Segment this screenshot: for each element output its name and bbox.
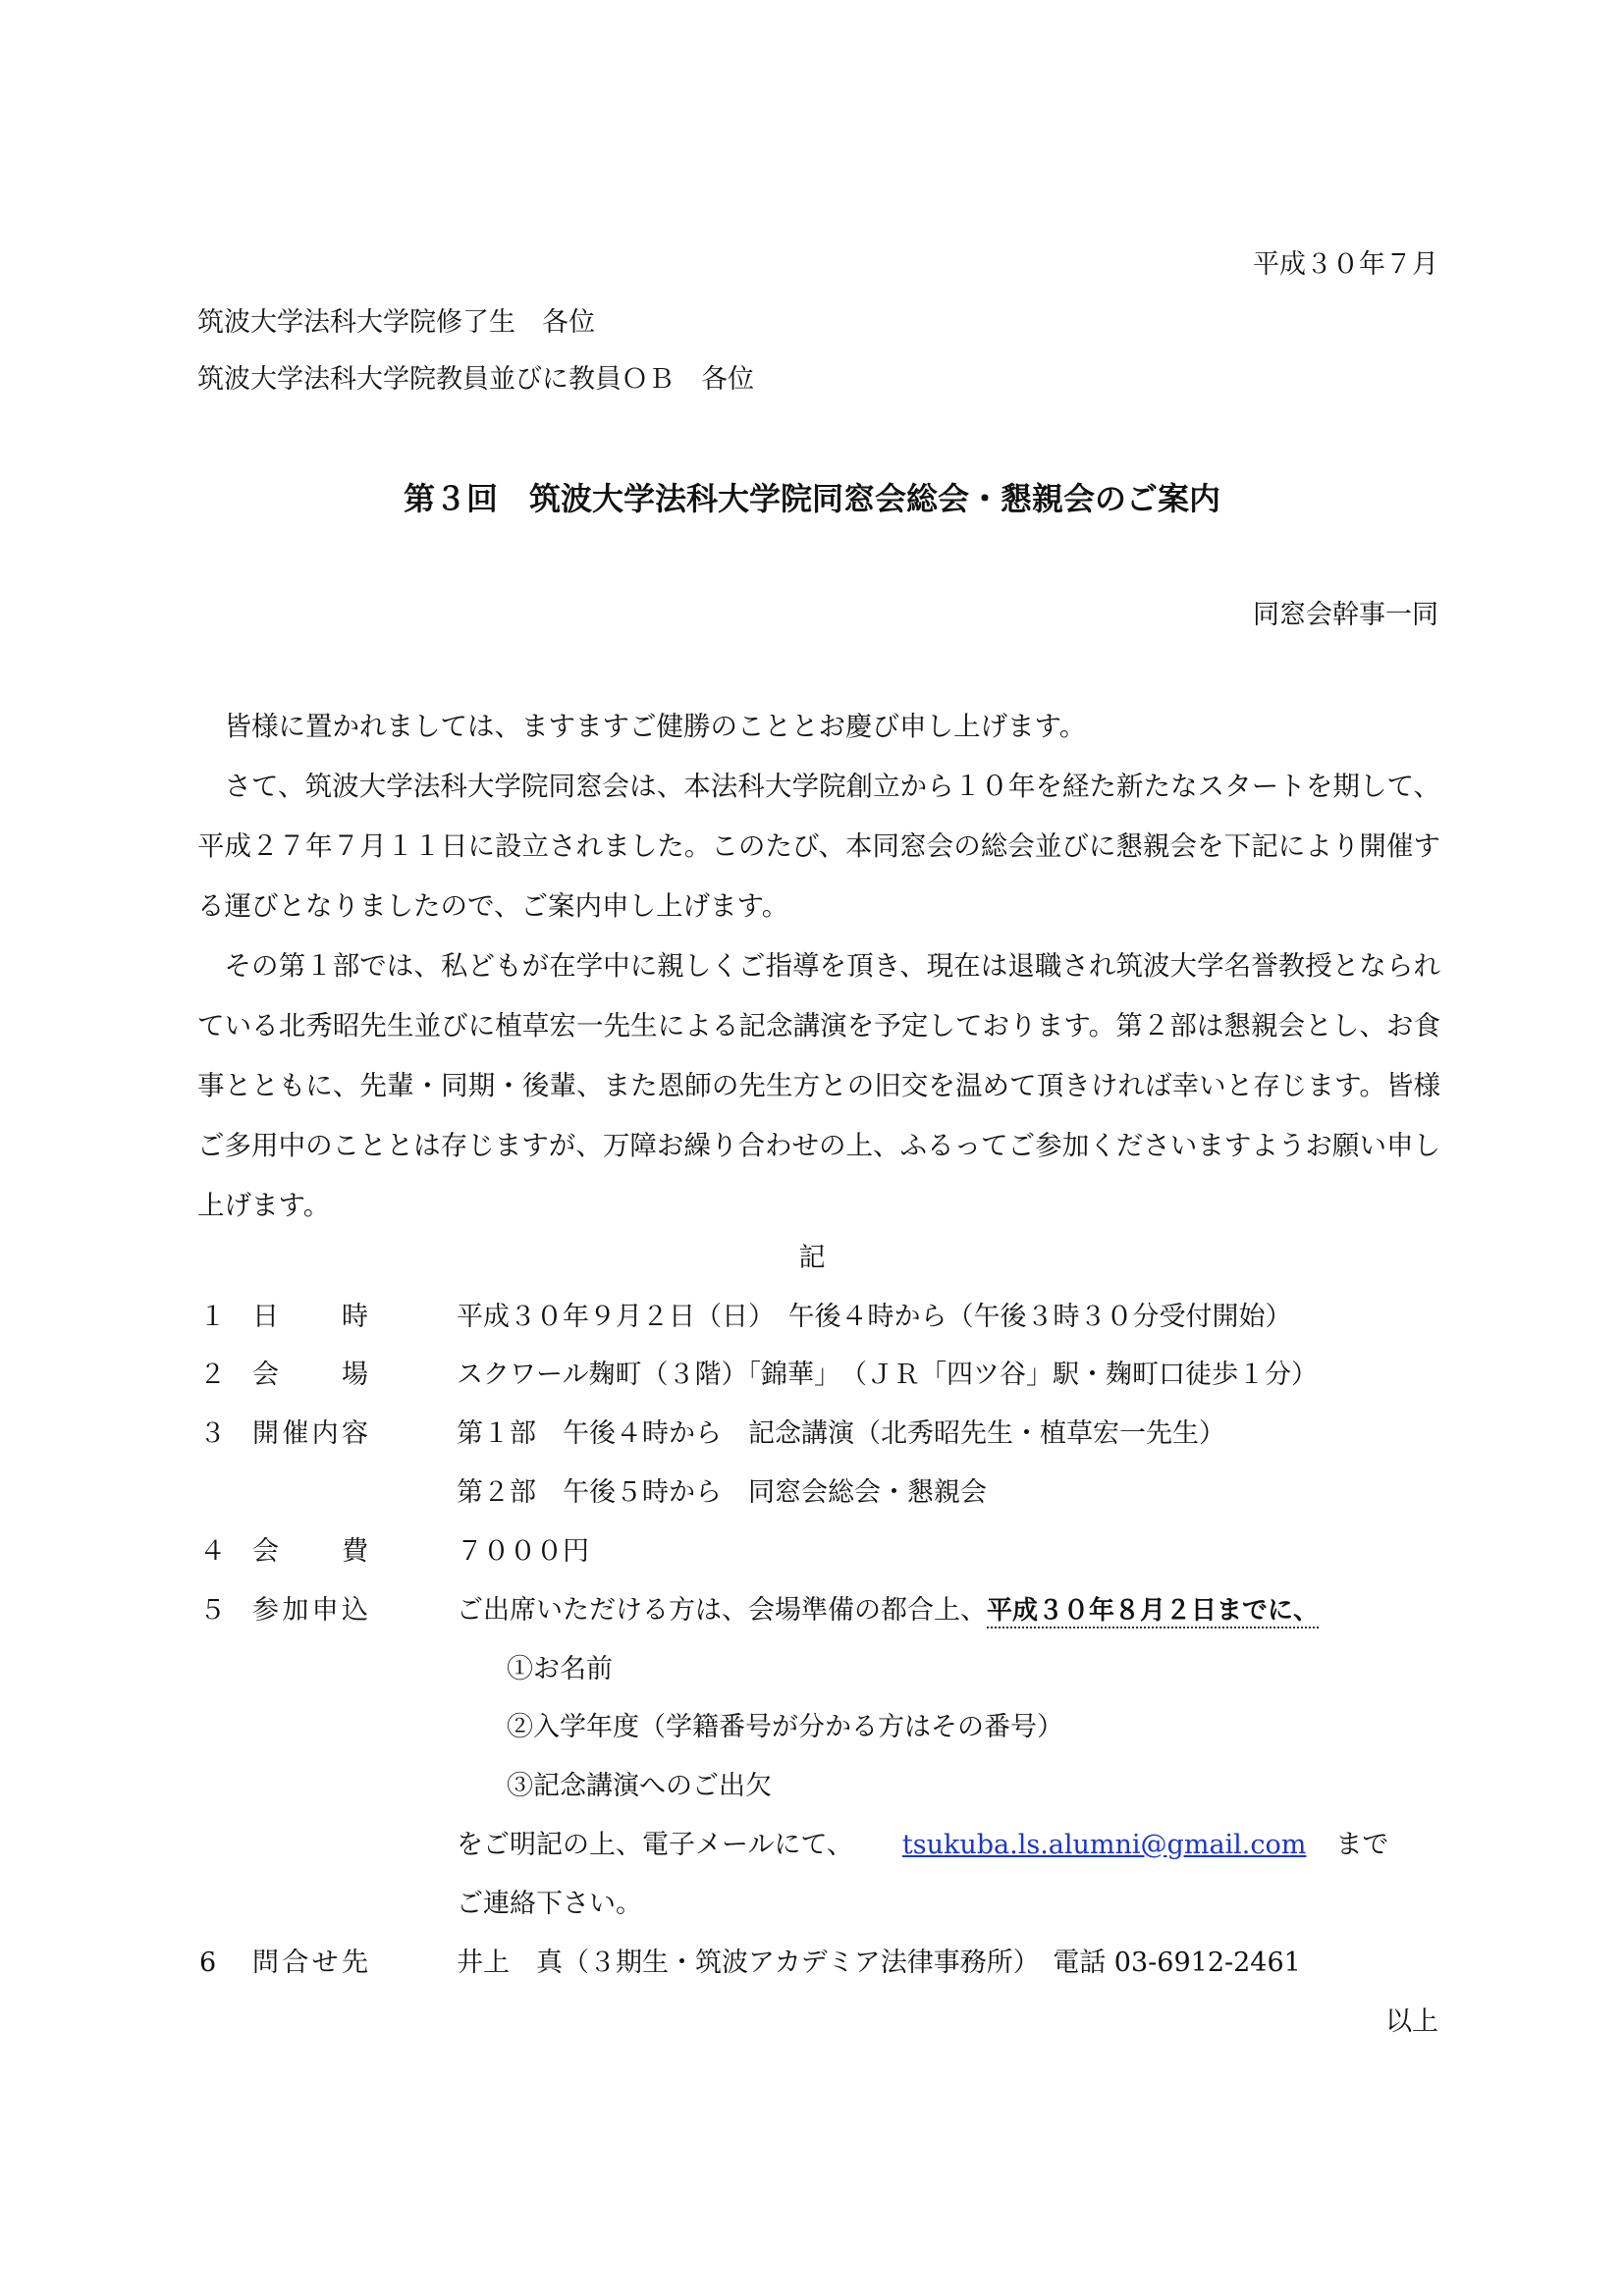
paragraph-background: さて、筑波大学法科大学院同窓会は、本法科大学院創立から１０年を経た新たなスタートを期して、平成２７年７月１１日に設立されました。このたび、本同窓会の総会並びに懇親会を下記により開催する運びとなりましたので、ご案内申し上げます。 (197, 771, 1440, 922)
item-3-number: ３ (199, 1418, 226, 1449)
item-5-mail-line (457, 1828, 1388, 1863)
item-4-number: ４ (199, 1536, 226, 1567)
item-3-value-part2: 第２部 午後５時から 同窓会総会・懇親会 (457, 1477, 987, 1508)
item-5-sub-name: ①お名前 (507, 1654, 613, 1684)
item-2-number: ２ (199, 1360, 226, 1390)
mail-before-text: をご明記の上、電子メールにて、 (457, 1830, 853, 1860)
item-2-label: 会 場 (252, 1360, 368, 1390)
item-4-value: ７０００円 (457, 1536, 589, 1567)
item-3-label: 開催内容 (252, 1418, 368, 1449)
item-5-intro (457, 1593, 1319, 1629)
item-5-label: 参加申込 (252, 1595, 368, 1626)
item-5-sub-year: ②入学年度（学籍番号が分かる方はその番号） (507, 1712, 1063, 1742)
item-5-intro-text: ご出席いただける方は、会場準備の都合上、 (457, 1595, 987, 1626)
mail-after-text: まで (1335, 1830, 1389, 1860)
item-1-label: 日 時 (252, 1302, 368, 1332)
addressee-graduates: 筑波大学法科大学院修了生 各位 (197, 307, 595, 338)
item-6-label: 問合せ先 (252, 1948, 368, 1978)
item-6-value: 井上 真（３期生・筑波アカデミア法律事務所） 電話 03-6912-2461 (457, 1948, 1301, 1978)
paragraph-program: その第１部では、私どもが在学中に親しくご指導を頂き、現在は退職され筑波大学名誉教授となられている北秀昭先生並びに植草宏一先生による記念講演を予定しております。第２部は懇親会とし、お食事とともに、先輩・同期・後輩、また恩師の先生方との旧交を温めて頂きければ幸いと存じます。皆様ご多用中のこととは存じますが、万障お繰り合わせの上、ふるってご参加くださいますようお願い申し上げます。 (197, 950, 1440, 1221)
item-5-sub-attendance: ③記念講演へのご出欠 (507, 1771, 772, 1801)
document-date: 平成３０年７月 (1253, 249, 1438, 280)
item-3-value-part1: 第１部 午後４時から 記念講演（北秀昭先生・植草宏一先生） (457, 1418, 1225, 1449)
item-1-value: 平成３０年９月２日（日） 午後４時から（午後３時３０分受付開始） (457, 1302, 1292, 1332)
body-text (197, 697, 1440, 1236)
paragraph-greeting: 皆様に置かれましては、ますますご健勝のこととお慶び申し上げます。 (224, 711, 1087, 742)
item-5-number: ５ (199, 1595, 226, 1626)
item-6-number: 6 (199, 1948, 217, 1978)
item-2-value: スクワール麹町（３階）「錦華」 （ＪＲ「四ツ谷」駅・麹町口徒歩１分） (457, 1360, 1318, 1390)
deadline-text: 平成３０年８月２日までに、 (987, 1596, 1319, 1629)
sender: 同窓会幹事一同 (1253, 600, 1438, 630)
item-1-number: １ (199, 1302, 226, 1332)
item-5-closing: ご連絡下さい。 (457, 1889, 642, 1919)
email-link[interactable]: tsukuba.ls.alumni@gmail.com (901, 1830, 1307, 1860)
item-4-label: 会 費 (252, 1536, 368, 1567)
addressee-faculty: 筑波大学法科大学院教員並びに教員ＯＢ 各位 (197, 364, 754, 395)
closing-ijo: 以上 (1385, 2006, 1438, 2037)
ki-heading: 記 (798, 1243, 826, 1273)
document-title: 第３回 筑波大学法科大学院同窓会総会・懇親会のご案内 (403, 480, 1220, 517)
